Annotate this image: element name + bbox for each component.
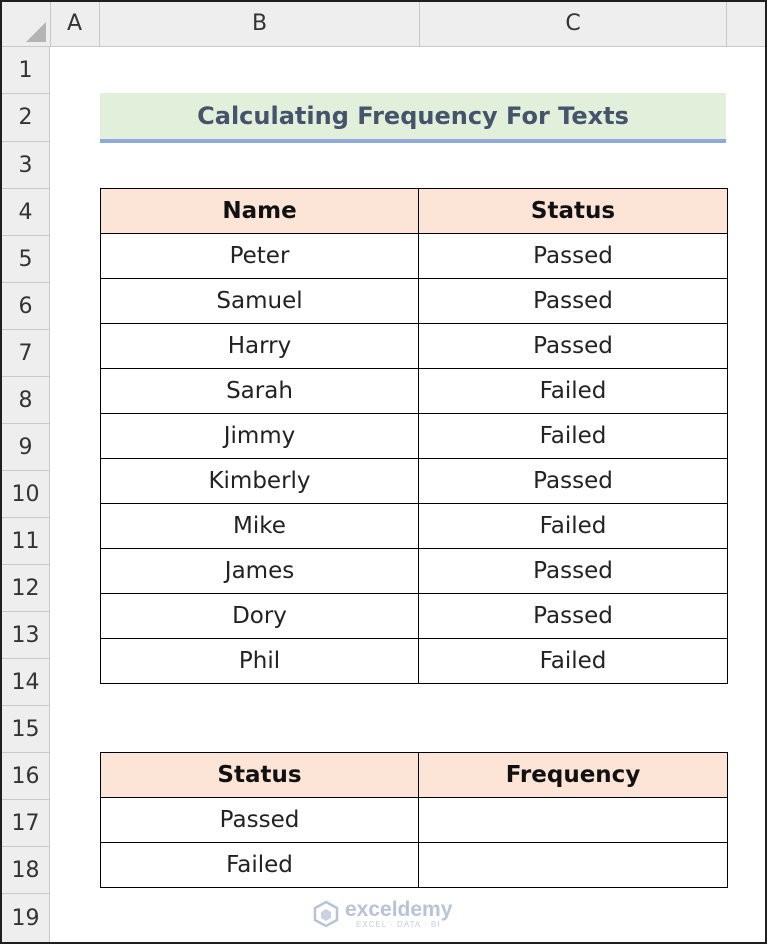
name-cell[interactable]: Jimmy (101, 414, 419, 459)
select-all-triangle-icon (26, 22, 46, 42)
exceldemy-watermark (312, 898, 472, 934)
row-header-5[interactable]: 5 (2, 236, 50, 283)
table-row (101, 414, 728, 459)
row-header-7[interactable]: 7 (2, 330, 50, 377)
name-cell[interactable]: Mike (101, 504, 419, 549)
frequency-table (100, 752, 728, 888)
row-header-8[interactable]: 8 (2, 377, 50, 424)
table-row (101, 798, 728, 843)
name-cell[interactable]: Peter (101, 234, 419, 279)
table-row (101, 234, 728, 279)
status-cell[interactable]: Failed (419, 639, 728, 684)
status-cell[interactable]: Passed (101, 798, 419, 843)
table-row (101, 594, 728, 639)
status-cell[interactable]: Passed (419, 459, 728, 504)
row-header-17[interactable]: 17 (2, 800, 50, 847)
row-header-9[interactable]: 9 (2, 424, 50, 471)
table-row (101, 843, 728, 888)
column-header-a[interactable]: A (50, 2, 100, 46)
row-header-2[interactable]: 2 (2, 94, 50, 142)
name-cell[interactable]: Sarah (101, 369, 419, 414)
name-cell[interactable]: Phil (101, 639, 419, 684)
row-header-14[interactable]: 14 (2, 659, 50, 706)
status-cell[interactable]: Passed (419, 324, 728, 369)
select-all-button[interactable] (2, 2, 51, 46)
header-cell-frequency[interactable]: Frequency (419, 753, 728, 798)
name-cell[interactable]: Harry (101, 324, 419, 369)
row-header-10[interactable]: 10 (2, 471, 50, 518)
header-cell-status[interactable]: Status (101, 753, 419, 798)
column-header-c[interactable]: C (420, 2, 727, 46)
exceldemy-logo-icon (312, 900, 340, 928)
row-header-6[interactable]: 6 (2, 283, 50, 330)
row-header-3[interactable]: 3 (2, 142, 50, 189)
status-cell[interactable]: Passed (419, 549, 728, 594)
row-header-13[interactable]: 13 (2, 612, 50, 659)
status-cell[interactable]: Failed (419, 369, 728, 414)
status-cell[interactable]: Failed (419, 414, 728, 459)
row-header-16[interactable]: 16 (2, 753, 50, 800)
row-header-1[interactable]: 1 (2, 47, 50, 94)
status-cell[interactable]: Passed (419, 279, 728, 324)
row-header-19[interactable]: 19 (2, 894, 50, 942)
name-cell[interactable]: Dory (101, 594, 419, 639)
sheet-title[interactable]: Calculating Frequency For Texts (100, 93, 726, 143)
status-cell[interactable]: Passed (419, 234, 728, 279)
header-cell-status[interactable]: Status (419, 189, 728, 234)
table-row (101, 369, 728, 414)
frequency-cell[interactable] (419, 843, 728, 888)
name-cell[interactable]: Samuel (101, 279, 419, 324)
table-row (101, 549, 728, 594)
row-header-15[interactable]: 15 (2, 706, 50, 753)
row-header-11[interactable]: 11 (2, 518, 50, 565)
status-cell[interactable]: Failed (101, 843, 419, 888)
table-row (101, 459, 728, 504)
table-row (101, 324, 728, 369)
watermark-name: exceldemy (345, 898, 453, 921)
header-cell-name[interactable]: Name (101, 189, 419, 234)
table-header-row (101, 189, 728, 234)
status-cell[interactable]: Failed (419, 504, 728, 549)
name-status-table (100, 188, 728, 684)
row-header-12[interactable]: 12 (2, 565, 50, 612)
status-cell[interactable]: Passed (419, 594, 728, 639)
column-header-bar (2, 2, 765, 47)
row-header-18[interactable]: 18 (2, 847, 50, 894)
table-header-row (101, 753, 728, 798)
frequency-cell[interactable] (419, 798, 728, 843)
table-row (101, 279, 728, 324)
name-cell[interactable]: James (101, 549, 419, 594)
name-cell[interactable]: Kimberly (101, 459, 419, 504)
column-header-b[interactable]: B (100, 2, 420, 46)
watermark-tagline: EXCEL · DATA · BI (356, 920, 441, 929)
row-header-4[interactable]: 4 (2, 189, 50, 236)
table-row (101, 504, 728, 549)
table-row (101, 639, 728, 684)
